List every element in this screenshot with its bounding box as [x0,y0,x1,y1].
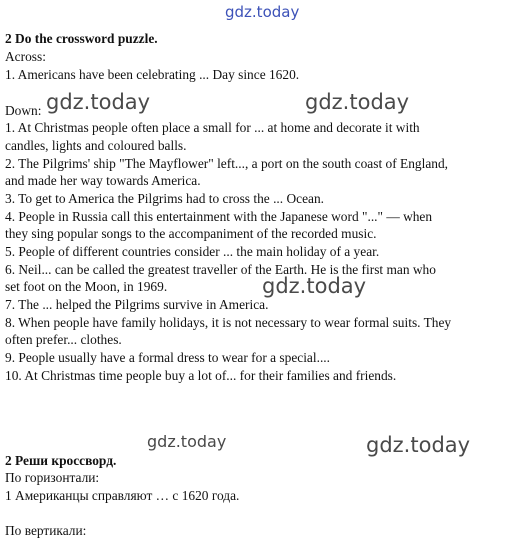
down-clue-line: 5. People of different countries consider ... the main holiday of a year. [5,244,380,259]
watermark: gdz.today [46,90,151,114]
watermark: gdz.today [366,433,471,457]
watermark: gdz.today [305,90,410,114]
down-clue-line: 3. To get to America the Pilgrims had to cross the ... Ocean. [5,191,325,206]
down-clue-line: 2. The Pilgrims' ship "The Mayflower" left..., a port on the south coast of England, [5,156,449,171]
down-clue-line: 8. When people have family holidays, it is not necessary to wear formal suits. They [5,315,452,330]
across-label-ru: По горизонтали: [5,470,100,485]
down-clue-line: they sing popular songs to the accompaniment of the recorded music. [5,226,377,241]
exercise-heading: 2 Do the crossword puzzle. [5,31,158,46]
down-clue-line: candles, lights and coloured balls. [5,138,187,153]
down-clue-line: 4. People in Russia call this entertainment with the Japanese word "..." — when [5,209,433,224]
down-clue-line: 6. Neil... can be called the greatest traveller of the Earth. He is the first man who [5,262,436,277]
down-label-ru: По вертикали: [5,523,87,538]
down-clue-line: 9. People usually have a formal dress to wear for a special.... [5,350,330,365]
down-clue-line: 7. The ... helped the Pilgrims survive in America. [5,297,269,312]
down-clue-line: often prefer... clothes. [5,332,122,347]
across-clue-ru: 1 Американцы справляют … с 1620 года. [5,488,240,503]
watermark: gdz.today [262,274,367,298]
watermark: gdz.today [225,3,300,21]
down-clue-line: 10. At Christmas time people buy a lot of... for their families and friends. [5,368,397,383]
down-clue-line: 1. At Christmas people often place a small for ... at home and decorate it with [5,120,420,135]
watermark: gdz.today [147,432,227,451]
down-label: Down: [5,103,42,118]
across-clue: 1. Americans have been celebrating ... Day since 1620. [5,67,300,82]
down-clue-line: and made her way towards America. [5,173,201,188]
across-label: Across: [5,49,46,64]
down-clue-line: set foot on the Moon, in 1969. [5,279,168,294]
exercise-heading-ru: 2 Реши кроссворд. [5,453,117,468]
